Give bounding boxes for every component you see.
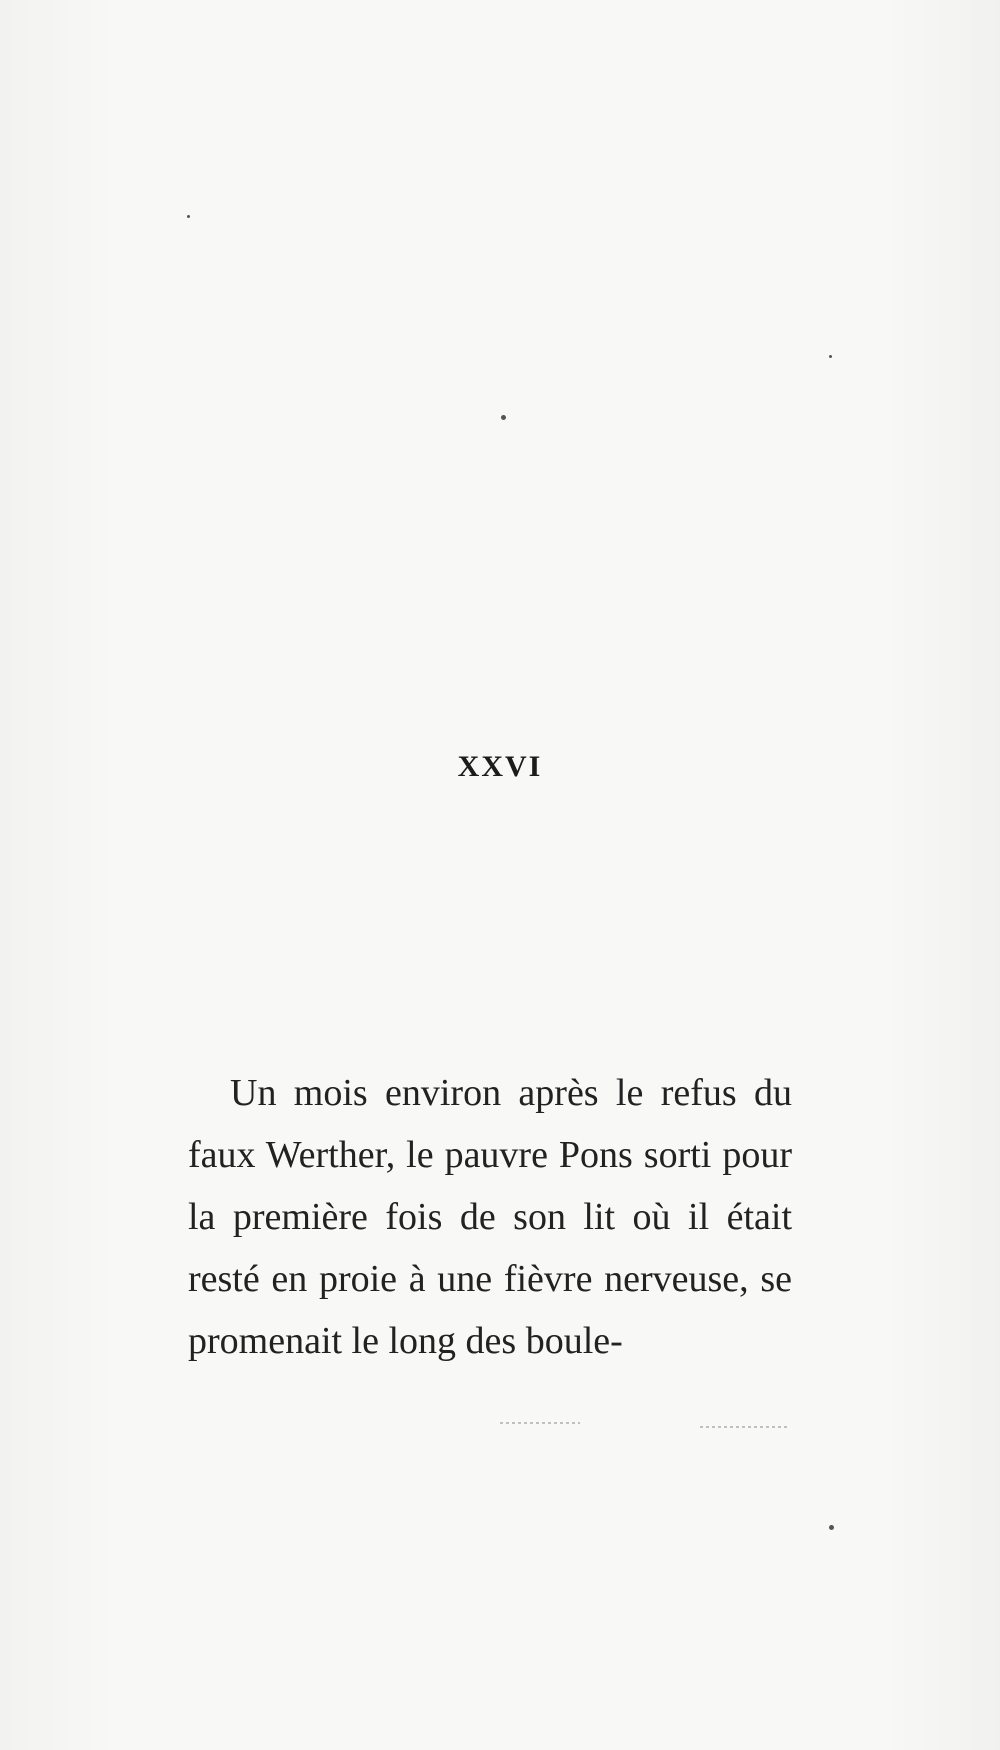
ink-speck <box>829 1525 834 1530</box>
ink-speck <box>187 215 190 218</box>
ink-speck <box>501 415 506 420</box>
paragraph-text: Un mois environ après le refus du faux Werther, le pauvre Pons sorti pour la première fois de son lit où il était resté en proie à une fièvre nerveuse, se promenait le long des boule- <box>188 1072 792 1362</box>
chapter-number: XXVI <box>457 750 543 783</box>
faded-rule <box>500 1422 580 1424</box>
ink-speck <box>829 355 832 358</box>
faded-rule <box>700 1426 790 1428</box>
